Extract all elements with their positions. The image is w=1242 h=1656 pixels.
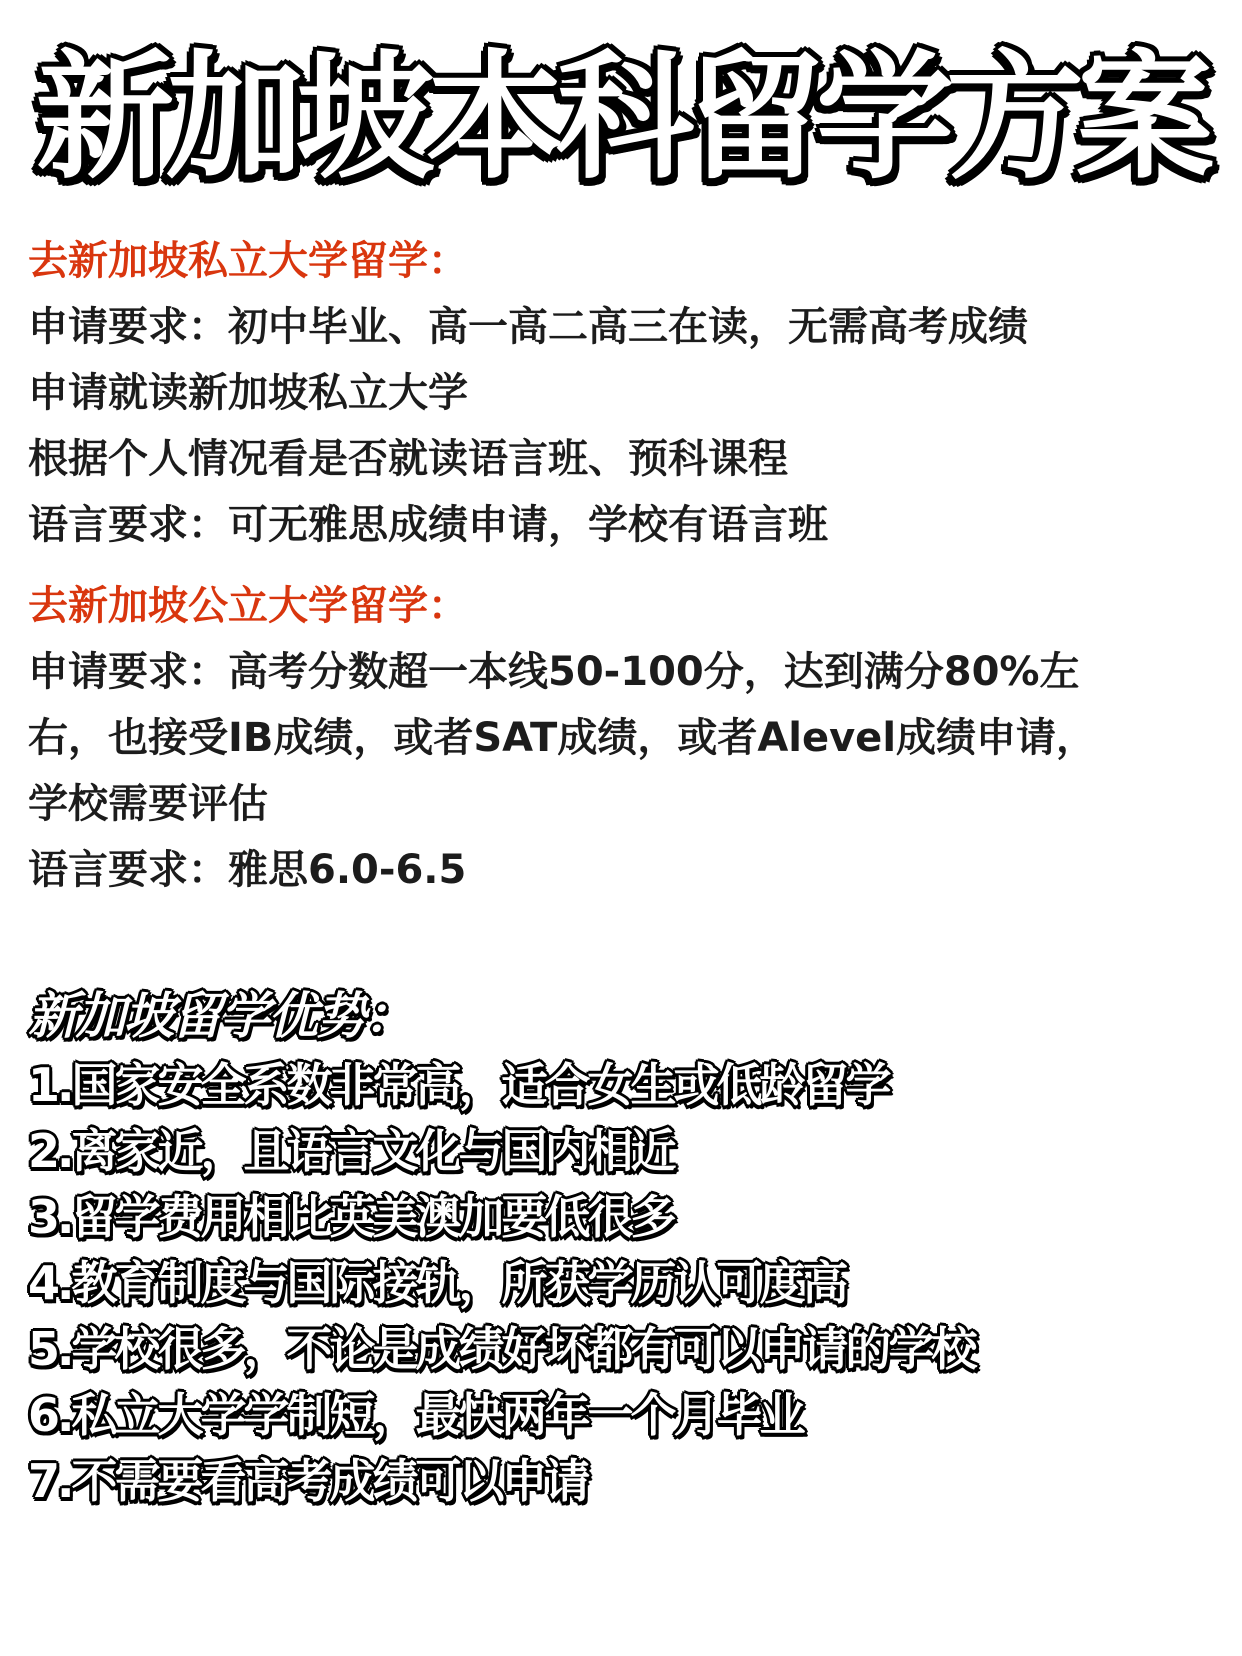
public-line: 学校需要评估: [28, 781, 268, 827]
private-section-heading: 去新加坡私立大学留学：: [28, 238, 468, 284]
private-line: 语言要求：可无雅思成绩申请，学校有语言班: [28, 502, 828, 548]
advantage-item: 3.留学费用相比英美澳加要低很多: [28, 1190, 674, 1244]
public-line: 申请要求：高考分数超一本线50-100分，达到满分80%左: [28, 649, 1080, 695]
advantage-item: 6.私立大学学制短，最快两年一个月毕业: [28, 1388, 803, 1442]
public-section-heading: 去新加坡公立大学留学：: [28, 583, 468, 629]
advantages-heading: 新加坡留学优势：: [28, 987, 412, 1045]
advantage-item: 5.学校很多，不论是成绩好坏都有可以申请的学校: [28, 1322, 975, 1376]
private-line: 申请就读新加坡私立大学: [28, 370, 468, 416]
private-university-section: [28, 228, 1228, 558]
public-university-section: [28, 573, 1228, 903]
advantage-item: 2.离家近，且语言文化与国内相近: [28, 1124, 674, 1178]
public-line: 右，也接受IB成绩，或者SAT成绩，或者Alevel成绩申请，: [28, 715, 1097, 761]
private-line: 根据个人情况看是否就读语言班、预科课程: [28, 436, 788, 482]
public-line: 语言要求：雅思6.0-6.5: [28, 847, 467, 893]
page-title: 新加坡本科留学方案: [35, 37, 1206, 198]
private-line: 申请要求：初中毕业、高一高二高三在读，无需高考成绩: [28, 304, 1028, 350]
advantage-item: 4.教育制度与国际接轨，所获学历认可度高: [28, 1256, 846, 1310]
advantage-item: 1.国家安全系数非常高，适合女生或低龄留学: [28, 1058, 889, 1112]
advantage-item: 7.不需要看高考成绩可以申请: [28, 1454, 588, 1508]
advantages-section: [28, 980, 1228, 1514]
